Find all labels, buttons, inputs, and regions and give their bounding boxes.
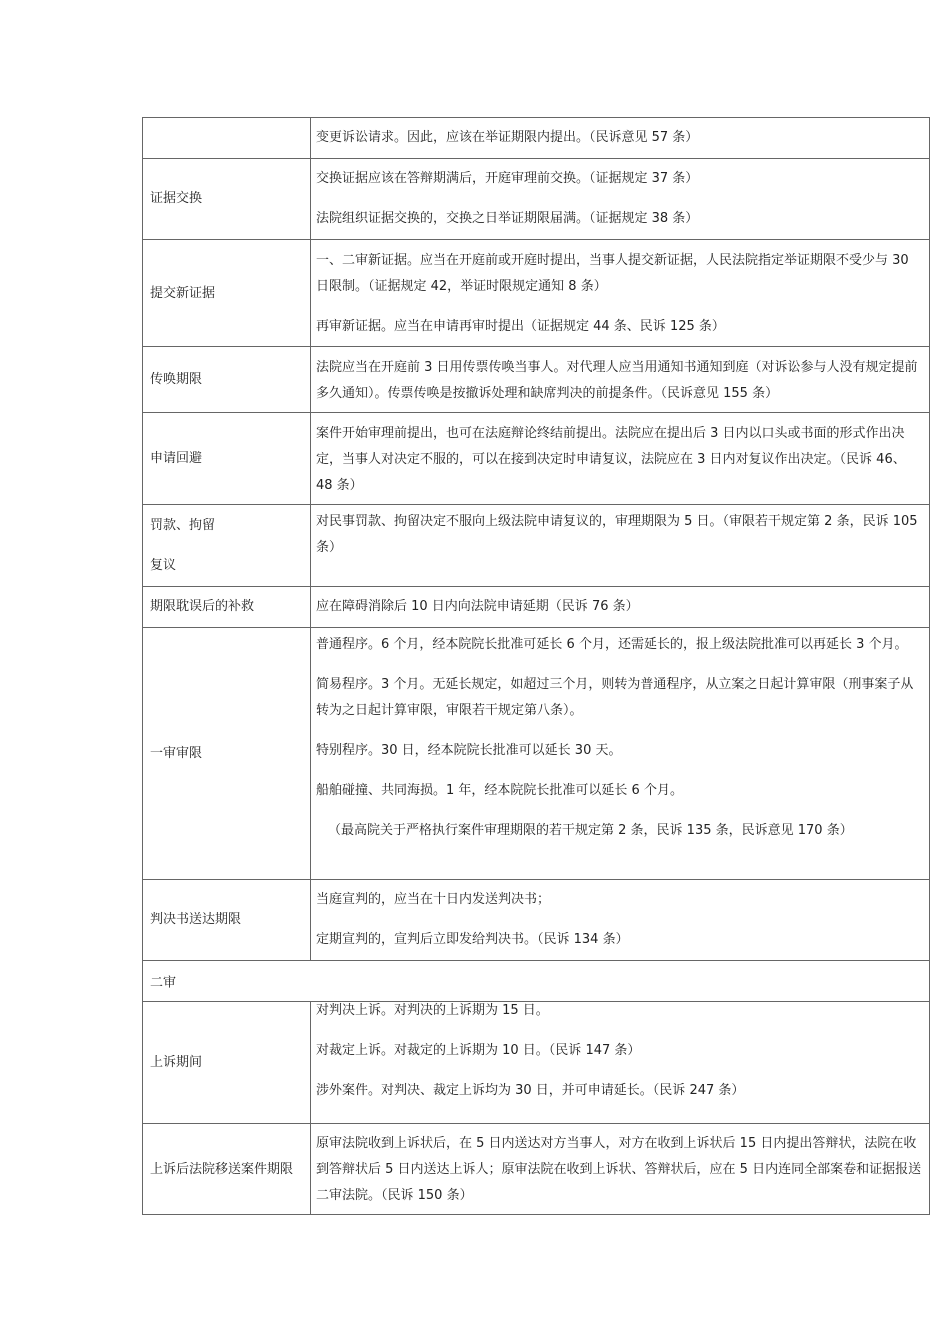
table-row — [142, 1123, 930, 1215]
table-row — [142, 504, 930, 586]
cell-text: （最高院关于严格执行案件审理期限的若干规定第 2 条，民诉 135 条，民诉意见 170 条） — [328, 823, 853, 838]
cell-text: 交换证据应该在答辩期满后，开庭审理前交换。（证据规定 37 条） — [316, 171, 699, 186]
row-label-line2: 复议 — [150, 558, 177, 573]
cell-text: 对民事罚款、拘留决定不服向上级法院申请复议的，审理期限为 5 日。（审限若干规定第 2 条，民诉 105 条） — [316, 514, 918, 555]
row-label: 传唤期限 — [150, 372, 203, 387]
cell-text: 当庭宣判的，应当在十日内发送判决书； — [316, 892, 551, 907]
cell-text: 一、二审新证据。应当在开庭前或开庭时提出，当事人提交新证据，人民法院指定举证期限不受少与 30 日限制。（证据规定 42，举证时限规定通知 8 条） — [316, 253, 909, 294]
row-label: 判决书送达期限 — [150, 912, 242, 927]
table-row — [142, 117, 930, 158]
row-label: 罚款、拘留 — [150, 518, 216, 533]
table-row — [142, 412, 930, 504]
table-row — [142, 346, 930, 412]
row-label: 证据交换 — [150, 191, 203, 206]
row-label: 期限耽误后的补救 — [150, 599, 255, 614]
cell-text: 涉外案件。对判决、裁定上诉均为 30 日，并可申请延长。（民诉 247 条） — [316, 1083, 745, 1098]
table-row — [142, 239, 930, 346]
cell-text: 再审新证据。应当在申请再审时提出（证据规定 44 条、民诉 125 条） — [316, 319, 725, 334]
cell-text: 案件开始审理前提出，也可在法庭辩论终结前提出。法院应在提出后 3 日内以口头或书面的形式作出决定，当事人对决定不服的，可以在接到决定时申请复议，法院应在 3 日内对复议作出决定。（民诉 46、48 条） — [316, 426, 906, 493]
cell-text: 法院组织证据交换的，交换之日举证期限届满。（证据规定 38 条） — [316, 211, 699, 226]
cell-text: 简易程序。3 个月。无延长规定，如超过三个月，则转为普通程序，从立案之日起计算审限（刑事案子从转为之日起计算审限，审限若干规定第八条）。 — [316, 677, 914, 718]
row-label: 上诉后法院移送案件期限 — [150, 1162, 294, 1177]
cell-text: 船舶碰撞、共同海损。1 年，经本院院长批准可以延长 6 个月。 — [316, 783, 683, 798]
table-row — [142, 586, 930, 627]
table-row — [142, 879, 930, 960]
cell-text: 变更诉讼请求。因此，应该在举证期限内提出。（民诉意见 57 条） — [316, 130, 699, 145]
row-label: 申请回避 — [150, 451, 203, 466]
cell-text: 对判决上诉。对判决的上诉期为 15 日。 — [316, 1003, 549, 1018]
table-row — [142, 158, 930, 239]
cell-text: 普通程序。6 个月，经本院院长批准可延长 6 个月，还需延长的，报上级法院批准可以再延长 3 个月。 — [316, 637, 908, 652]
row-label: 一审审限 — [150, 746, 203, 761]
cell-text: 应在障碍消除后 10 日内向法院申请延期（民诉 76 条） — [316, 599, 639, 614]
cell-text: 定期宣判的，宣判后立即发给判决书。（民诉 134 条） — [316, 932, 629, 947]
cell-text: 法院应当在开庭前 3 日用传票传唤当事人。对代理人应当用通知书通知到庭（对诉讼参与人没有规定提前多久通知）。传票传唤是按撤诉处理和缺席判决的前提条件。（民诉意见 155 条） — [316, 360, 918, 401]
row-label: 提交新证据 — [150, 286, 216, 301]
section-title: 二审 — [150, 975, 177, 991]
cell-text: 特别程序。30 日，经本院院长批准可以延长 30 天。 — [316, 743, 622, 758]
section-header-row — [142, 960, 930, 1001]
cell-text: 原审法院收到上诉状后，在 5 日内送达对方当事人，对方在收到上诉状后 15 日内提出答辩状，法院在收到答辩状后 5 日内送达上诉人；原审法院在收到上诉状、答辩状后，应在 5 日内连同全部案卷和证据报送二审法院。（民诉 150 条） — [316, 1136, 922, 1203]
table-row — [142, 627, 930, 879]
row-label: 上诉期间 — [150, 1055, 203, 1070]
table-row — [142, 1001, 930, 1123]
cell-text: 对裁定上诉。对裁定的上诉期为 10 日。（民诉 147 条） — [316, 1043, 641, 1058]
